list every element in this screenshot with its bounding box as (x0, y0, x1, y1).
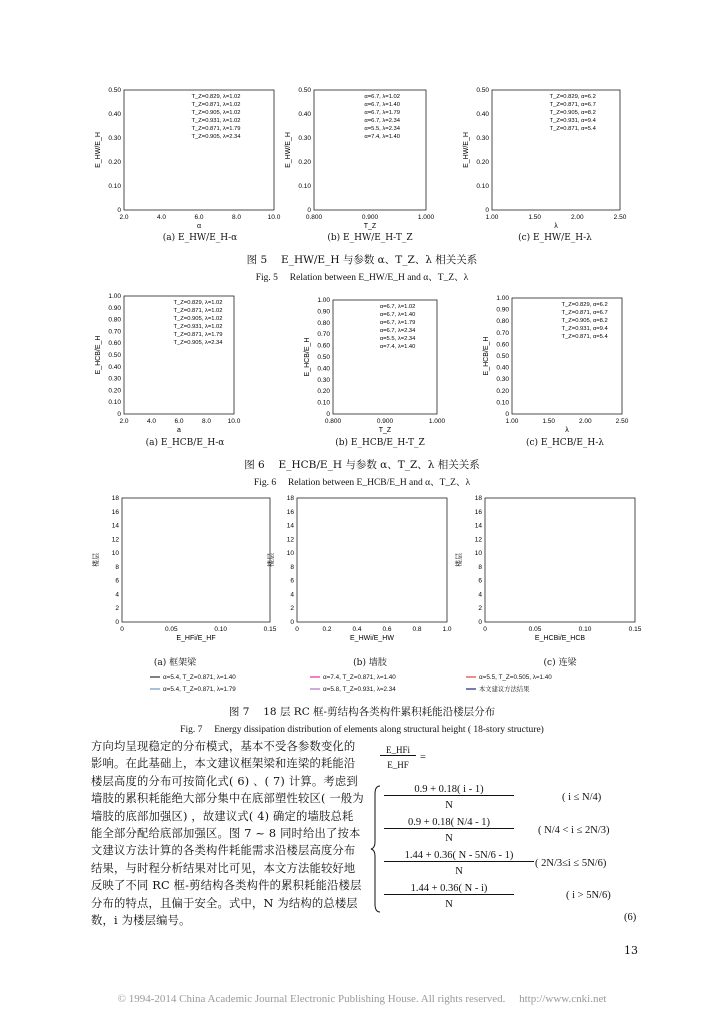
legend-entry: T_Z=0.829, α=6.2 (561, 302, 608, 308)
body-paragraph: 方向均呈现稳定的分布模式，基本不受各参数变化的影响。在此基础上，本文建议框架梁和连梁的耗能沿楼层高度的分布可按简化式( 6) 、( 7) 计算。考虑到墙肢的累积耗能绝大部分集中在底部塑性较区( 一般为墙肢的底部加强区) ，故建议式( 4) 确定的墙肢总耗能全部分配给底部加强区。图 7 ~ 8 同时给出了按本文建议方法计算的各类构件耗能需求沿楼层高度分布结果，与时程分析结果对比可见，本文方法能较好地反映了不同 RC 框-剪结构各类构件的累积耗能沿楼层分布的特点，且偏于安全。式中，N 为结构的总楼层数，i 为楼层编号。 (91, 740, 364, 928)
ytick-label: 1.00 (108, 293, 121, 300)
ytick-label: 18 (474, 495, 482, 502)
xtick-label: 8.0 (201, 418, 212, 425)
ytick-label: 0 (117, 207, 121, 214)
fig7-panel-b (263, 495, 452, 642)
ytick-label: 0.20 (496, 387, 509, 395)
eq-lhs-den: E_HF (387, 760, 409, 770)
xtick-label: 0.800 (305, 214, 323, 221)
fig7-legend-2: α=5.5, T_Z=0.505, λ=1.40 (479, 674, 552, 681)
ytick-label: 0.50 (496, 353, 509, 360)
ytick-label: 8 (290, 563, 294, 571)
ytick-label: 4 (115, 591, 119, 599)
eq-brace (370, 784, 382, 914)
fig6-panel-c (483, 295, 629, 434)
ytick-label: 8 (115, 563, 119, 571)
xtick-label: 1.50 (528, 214, 541, 221)
ytick-label: 0.90 (108, 304, 121, 312)
ytick-label: 0.20 (108, 159, 121, 166)
legend-entry: α=6.7, λ=2.34 (379, 328, 416, 334)
ytick-label: 0.40 (496, 364, 509, 372)
ytick-label: 0.40 (476, 111, 489, 118)
ytick-label: 0 (290, 619, 294, 626)
legend-entry: α=5.5, λ=2.34 (379, 336, 416, 342)
eq-case4-den: N (445, 899, 453, 910)
xtick-label: 0 (295, 626, 299, 633)
fig6-panel-b (304, 297, 446, 434)
legend-entry: T_Z=0.905, λ=1.02 (191, 110, 241, 116)
ytick-label: 0.90 (317, 308, 330, 316)
equation-6: E_HFi E_HF = 0.9 + 0.18( i - 1) N ( i ≤ N/4) 0.9 + 0.18( N/4 - 1) N ( N/4 < i ≤ 2N/3) 1.44 + 0.36( N - 5N/6 - 1) N ( 2N/3≤i ≤ 5N/6) 1.44 + 0.36( N - i) N ( i > 5N/6) (6) (370, 740, 650, 930)
ytick-label: 14 (111, 522, 119, 530)
y-axis-label: E_HCB/E_H (95, 335, 102, 375)
xtick-label: 2.00 (571, 214, 584, 221)
y-axis-label: E_HW/E_H (95, 132, 102, 168)
x-axis-label: α (196, 223, 202, 230)
legend-entry: T_Z=0.871, α=5.4 (561, 334, 608, 340)
ytick-label: 0.60 (317, 342, 330, 350)
fig7-caption-c: (c) 连梁 (543, 658, 577, 668)
fig5-caption-a: (a) E_HW/E_H-α (162, 233, 238, 243)
xtick-label: 1.000 (417, 214, 435, 221)
fig6-title-en: Fig. 6 Relation between E_HCB/E_H and α、T_Z、λ (253, 478, 471, 488)
xtick-label: 0.900 (361, 214, 379, 221)
ytick-label: 0 (478, 619, 482, 626)
fig5-title-en: Fig. 5 Relation between E_HW/E_H and α、T_Z、λ (255, 273, 469, 283)
ytick-label: 0.40 (108, 363, 121, 371)
legend-entry: T_Z=0.871, λ=1.79 (191, 126, 241, 132)
xtick-label: 2.50 (613, 214, 627, 221)
xtick-label: 2.50 (615, 418, 629, 425)
y-axis-label: E_HCB/E_H (483, 336, 490, 376)
ytick-label: 0.30 (317, 376, 330, 384)
ytick-label: 16 (474, 508, 482, 516)
eq-case4-cond: ( i > 5N/6) (566, 890, 611, 901)
ytick-label: 0.50 (108, 87, 121, 94)
fig6-caption-a: (a) E_HCB/E_H-α (145, 438, 225, 448)
ytick-label: 0.70 (496, 329, 509, 337)
xtick-label: 2.0 (119, 214, 129, 221)
y-axis-label: E_HCB/E_H (304, 337, 311, 377)
legend-entry: T_Z=0.871, λ=1.79 (173, 332, 223, 338)
xtick-label: 0.900 (376, 418, 394, 425)
ytick-label: 10 (286, 550, 294, 558)
legend-entry: T_Z=0.931, λ=1.02 (173, 324, 223, 330)
fig7-panel-c (454, 495, 642, 642)
eq-lhs-num: E_HFi (380, 745, 416, 756)
ytick-label: 0.50 (298, 87, 311, 94)
ytick-label: 0.10 (317, 399, 330, 407)
eq-case1-den: N (445, 800, 453, 811)
ytick-label: 0.90 (496, 306, 509, 314)
ytick-label: 0.70 (108, 328, 121, 336)
ytick-label: 12 (474, 536, 482, 544)
fig7-caption-b: (b) 墙肢 (353, 658, 387, 668)
legend-entry: α=7.4, λ=1.40 (364, 134, 400, 140)
y-axis-label: 楼层 (456, 553, 463, 567)
ytick-label: 0.30 (108, 135, 121, 142)
fig7-legend (150, 672, 630, 696)
eq-number: (6) (624, 912, 637, 923)
legend-entry: T_Z=0.905, λ=2.34 (191, 134, 241, 140)
ytick-label: 4 (290, 591, 294, 599)
fig5-panel-c (463, 87, 627, 230)
legend-entry: α=6.7, λ=1.40 (364, 102, 400, 108)
ytick-label: 1.00 (496, 295, 509, 302)
ytick-label: 12 (286, 536, 294, 544)
ytick-label: 0 (115, 619, 119, 626)
xtick-label: 2.00 (579, 418, 592, 425)
eq-case3-cond: ( 2N/3≤i ≤ 5N/6) (535, 858, 607, 869)
xtick-label: 0.800 (324, 418, 342, 425)
xtick-label: 1.00 (505, 418, 519, 425)
ytick-label: 1.00 (317, 297, 330, 304)
ytick-label: 0.20 (476, 159, 489, 166)
legend-entry: α=5.5, λ=2.34 (364, 126, 400, 132)
ytick-label: 0.10 (108, 399, 121, 407)
y-axis-label: 楼层 (268, 553, 275, 567)
fig6-title-cn: 图 6 E_HCB/E_H 与参数 α、T_Z、λ 相关关系 (244, 459, 480, 471)
y-axis-label: 楼层 (93, 553, 100, 567)
fig7-legend-0: α=5.4, T_Z=0.871, λ=1.40 (163, 674, 236, 681)
ytick-label: 18 (111, 495, 119, 502)
xtick-label: 1.00 (485, 214, 499, 221)
fig7-legend-4: α=5.8, T_Z=0.931, λ=2.34 (323, 686, 396, 693)
xtick-label: 0.8 (412, 626, 422, 633)
ytick-label: 0.60 (108, 340, 121, 348)
fig6-caption-b: (b) E_HCB/E_H-T_Z (335, 438, 425, 448)
xtick-label: 1.50 (542, 418, 555, 425)
ytick-label: 2 (115, 605, 119, 613)
xtick-label: 0.05 (528, 626, 542, 633)
legend-entry: α=6.7, λ=1.40 (379, 312, 416, 318)
ytick-label: 0.50 (108, 352, 121, 359)
ytick-label: 12 (111, 536, 119, 544)
ytick-label: 0.20 (317, 388, 330, 396)
xtick-label: 1.0 (442, 626, 452, 633)
ytick-label: 0.30 (298, 135, 311, 142)
ytick-label: 4 (478, 591, 482, 599)
fig7-legend-5: 本文建议方法结果 (479, 686, 530, 693)
xtick-label: 0.10 (214, 626, 227, 633)
legend-entry: T_Z=0.905, λ=2.34 (173, 340, 223, 346)
legend-entry: T_Z=0.829, α=6.2 (549, 94, 596, 100)
legend-entry: T_Z=0.905, λ=1.02 (173, 316, 223, 322)
ytick-label: 16 (111, 508, 119, 516)
xtick-label: 0.05 (165, 626, 178, 633)
ytick-label: 0 (117, 411, 121, 418)
xtick-label: 0.2 (322, 626, 332, 633)
ytick-label: 14 (286, 522, 294, 530)
xtick-label: 0.15 (263, 626, 277, 633)
ytick-label: 8 (478, 563, 482, 571)
fig5-title-cn: 图 5 E_HW/E_H 与参数 α、T_Z、λ 相关关系 (246, 254, 478, 266)
fig5-panel-a (95, 87, 281, 230)
eq-case1-num: 0.9 + 0.18( i - 1) (384, 784, 514, 796)
fig6-charts (0, 290, 724, 434)
legend-entry: T_Z=0.931, λ=1.02 (191, 118, 241, 124)
ytick-label: 0 (505, 411, 509, 418)
ytick-label: 10 (111, 550, 119, 558)
eq-case4-num: 1.44 + 0.36( N - i) (384, 883, 514, 895)
xtick-label: 0.4 (352, 626, 362, 633)
legend-entry: T_Z=0.829, λ=1.02 (173, 300, 223, 306)
xtick-label: 1.000 (428, 418, 446, 425)
legend-entry: α=6.7, λ=1.79 (364, 110, 400, 116)
ytick-label: 0.30 (108, 375, 121, 383)
ytick-label: 10 (474, 550, 482, 558)
footer-copyright: © 1994-2014 China Academic Journal Electronic Publishing House. All rights reserved. http://www.cnki.net (117, 993, 607, 1005)
y-axis-label: E_HW/E_H (463, 132, 470, 168)
x-axis-label: E_HWi/E_HW (350, 635, 394, 642)
ytick-label: 2 (478, 605, 482, 613)
xtick-label: 8.0 (231, 214, 242, 221)
eq-case3-den: N (455, 866, 463, 877)
legend-entry: T_Z=0.931, α=9.4 (549, 118, 596, 124)
legend-entry: T_Z=0.905, α=8.2 (549, 110, 596, 116)
eq-case2-num: 0.9 + 0.18( N/4 - 1) (384, 817, 514, 829)
ytick-label: 0 (326, 411, 330, 418)
ytick-label: 18 (286, 495, 294, 502)
fig7-legend-1: α=7.4, T_Z=0.871, λ=1.40 (323, 674, 396, 681)
ytick-label: 0.40 (108, 111, 121, 118)
fig7-legend-3: α=5.4, T_Z=0.871, λ=1.79 (163, 686, 236, 693)
fig5-charts (0, 80, 724, 255)
xtick-label: 0.10 (578, 626, 592, 633)
xtick-label: 0 (483, 626, 487, 633)
fig7-title-cn: 图 7 18 层 RC 框-剪结构各类构件累积耗能沿楼层分布 (228, 706, 496, 718)
ytick-label: 0.10 (108, 183, 121, 190)
ytick-label: 2 (290, 605, 294, 613)
x-axis-label: E_HCBi/E_HCB (534, 635, 586, 642)
fig5-panel-b (285, 87, 435, 230)
legend-entry: T_Z=0.871, λ=1.02 (191, 102, 241, 108)
fig5-caption-c: (c) E_HW/E_H-λ (518, 233, 592, 243)
ytick-label: 0.50 (317, 354, 330, 361)
fig7-caption-a: (a) 框架梁 (153, 658, 197, 668)
x-axis-label: λ (565, 427, 569, 434)
legend-entry: T_Z=0.931, α=9.4 (561, 326, 608, 332)
legend-entry: T_Z=0.871, α=6.7 (549, 102, 596, 108)
page-number: 13 (624, 944, 638, 957)
ytick-label: 14 (474, 522, 482, 530)
ytick-label: 0.50 (476, 87, 489, 94)
legend-entry: α=6.7, λ=1.79 (379, 320, 416, 326)
y-axis-label: E_HW/E_H (285, 132, 292, 168)
ytick-label: 0.60 (496, 341, 509, 349)
legend-entry: T_Z=0.829, λ=1.02 (191, 94, 241, 100)
legend-entry: α=6.7, λ=1.02 (364, 94, 400, 100)
fig7-legend-svg (150, 672, 630, 696)
xtick-label: 4.0 (146, 418, 157, 425)
xtick-label: 0.6 (382, 626, 392, 633)
xtick-label: 2.0 (119, 418, 129, 425)
fig7-panel-a (91, 495, 277, 642)
xtick-label: 0.15 (628, 626, 642, 633)
fig5-caption-b: (b) E_HW/E_H-T_Z (327, 233, 413, 243)
ytick-label: 0.10 (496, 399, 509, 407)
ytick-label: 0.30 (496, 376, 509, 384)
ytick-label: 0.70 (317, 331, 330, 339)
xtick-label: 6.0 (194, 214, 204, 221)
ytick-label: 0.80 (317, 319, 330, 327)
xtick-label: 4.0 (156, 214, 167, 221)
legend-entry: T_Z=0.871, λ=1.02 (173, 308, 223, 314)
ytick-label: 6 (478, 577, 482, 585)
ytick-label: 0.10 (298, 183, 311, 190)
ytick-label: 0.80 (108, 316, 121, 324)
legend-entry: T_Z=0.871, α=5.4 (549, 126, 596, 132)
ytick-label: 0 (307, 207, 311, 214)
eq-case2-cond: ( N/4 < i ≤ 2N/3) (538, 825, 610, 836)
ytick-label: 6 (115, 577, 119, 585)
eq-case3-num: 1.44 + 0.36( N - 5N/6 - 1) (384, 850, 534, 862)
ytick-label: 0.40 (317, 365, 330, 373)
ytick-label: 0.80 (496, 318, 509, 326)
fig6-caption-c: (c) E_HCB/E_H-λ (525, 438, 605, 448)
eq-case1-cond: ( i ≤ N/4) (562, 792, 602, 803)
xtick-label: 6.0 (174, 418, 184, 425)
ytick-label: 0 (485, 207, 489, 214)
x-axis-label: λ (554, 223, 558, 230)
legend-entry: α=6.7, λ=1.02 (379, 304, 416, 310)
legend-entry: α=6.7, λ=2.34 (364, 118, 400, 124)
xtick-label: 0 (120, 626, 124, 633)
ytick-label: 6 (290, 577, 294, 585)
ytick-label: 0.10 (476, 183, 489, 190)
x-axis-label: E_HFi/E_HF (176, 635, 216, 642)
fig7-charts (0, 490, 724, 660)
fig6-panel-a (95, 293, 241, 434)
xtick-label: 10.0 (267, 214, 281, 221)
x-axis-label: T_Z (363, 223, 377, 230)
eq-case2-den: N (445, 833, 453, 844)
ytick-label: 0.20 (298, 159, 311, 166)
ytick-label: 0.20 (108, 387, 121, 395)
x-axis-label: a (177, 427, 181, 434)
legend-entry: T_Z=0.905, α=8.2 (561, 318, 608, 324)
legend-entry: T_Z=0.871, α=6.7 (561, 310, 608, 316)
fig7-title-en: Fig. 7 Energy dissipation distribution of elements along structural height ( 18-story structure) (180, 725, 544, 735)
legend-entry: α=7.4, λ=1.40 (379, 344, 416, 350)
ytick-label: 0.30 (476, 135, 489, 142)
ytick-label: 0.40 (298, 111, 311, 118)
x-axis-label: T_Z (378, 427, 392, 434)
xtick-label: 10.0 (227, 418, 241, 425)
ytick-label: 16 (286, 508, 294, 516)
